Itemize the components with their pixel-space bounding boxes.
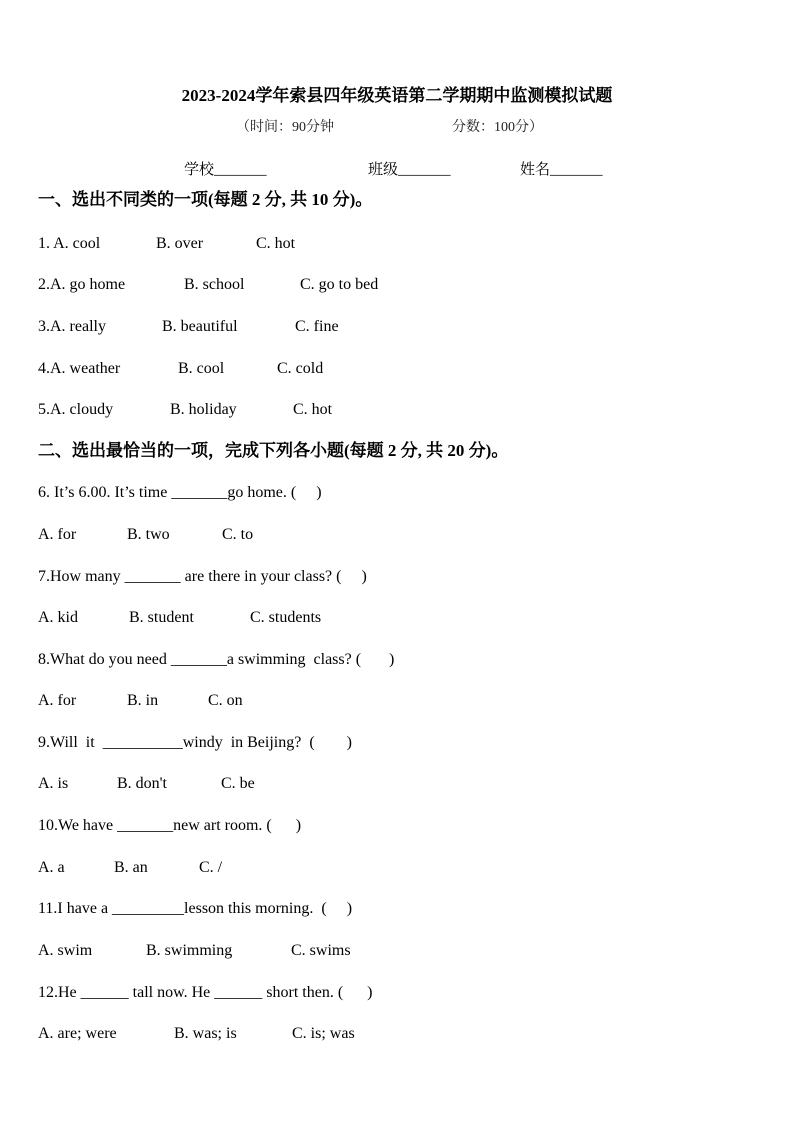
q3-option-a: 3.A. really xyxy=(38,318,106,335)
q1-option-c: C. hot xyxy=(256,235,296,252)
exam-title: 2023-2024学年索县四年级英语第二学期期中监测模拟试题 xyxy=(181,86,613,105)
class-field: 班级_______ xyxy=(368,162,451,178)
name-field: 姓名_______ xyxy=(520,162,603,178)
q3-option-b: B. beautiful xyxy=(162,318,238,335)
q4-option-b: B. cool xyxy=(178,360,225,377)
q4-option-c: C. cold xyxy=(277,360,324,377)
q12-option-c: C. is; was xyxy=(292,1025,355,1042)
q7-option-c: C. students xyxy=(250,609,322,626)
q5-option-a: 5.A. cloudy xyxy=(38,401,114,418)
q10-option-b: B. an xyxy=(114,859,148,876)
section2-heading: 二、选出最恰当的一项，完成下列各小题(每题 2 分, 共 20 分)。 xyxy=(38,441,509,460)
q7-option-b: B. student xyxy=(129,609,194,626)
q5-option-b: B. holiday xyxy=(170,401,237,418)
q10-stem: 10.We have _______new art room. ( ) xyxy=(38,817,302,834)
q10-option-a: A. a xyxy=(38,859,65,876)
q9-option-a: A. is xyxy=(38,775,69,792)
school-field: 学校_______ xyxy=(184,162,267,178)
q2-option-b: B. school xyxy=(184,276,245,293)
q3-option-c: C. fine xyxy=(295,318,339,335)
q7-option-a: A. kid xyxy=(38,609,78,626)
q7-stem: 7.How many _______ are there in your class? ( ) xyxy=(38,568,367,585)
exam-time: （时间：90分钟 xyxy=(236,120,334,135)
q12-option-b: B. was; is xyxy=(174,1025,237,1042)
q2-option-a: 2.A. go home xyxy=(38,276,126,293)
q9-option-c: C. be xyxy=(221,775,255,792)
q8-stem: 8.What do you need _______a swimming class? ( ) xyxy=(38,651,395,668)
q8-option-a: A. for xyxy=(38,692,77,709)
q10-option-c: C. / xyxy=(199,859,223,876)
q8-option-b: B. in xyxy=(127,692,159,709)
q11-option-b: B. swimming xyxy=(146,942,233,959)
q9-stem: 9.Will it __________windy in Beijing? ( ) xyxy=(38,734,352,751)
q1-option-b: B. over xyxy=(156,235,204,252)
q12-option-a: A. are; were xyxy=(38,1025,117,1042)
q6-option-b: B. two xyxy=(127,526,170,543)
q5-option-c: C. hot xyxy=(293,401,333,418)
q11-option-c: C. swims xyxy=(291,942,351,959)
q12-stem: 12.He ______ tall now. He ______ short then. ( ) xyxy=(38,984,373,1001)
q11-stem: 11.I have a _________lesson this morning. ( ) xyxy=(38,900,353,917)
q11-option-a: A. swim xyxy=(38,942,93,959)
q6-stem: 6. It’s 6.00. It’s time _______go home. ( ) xyxy=(38,484,322,501)
q1-option-a: 1. A. cool xyxy=(38,235,101,252)
exam-score: 分数：100分） xyxy=(452,120,543,135)
q6-option-c: C. to xyxy=(222,526,254,543)
q6-option-a: A. for xyxy=(38,526,77,543)
q8-option-c: C. on xyxy=(208,692,243,709)
q9-option-b: B. don't xyxy=(117,775,167,792)
section1-heading: 一、选出不同类的一项(每题 2 分, 共 10 分)。 xyxy=(38,190,373,209)
q2-option-c: C. go to bed xyxy=(300,276,379,293)
q4-option-a: 4.A. weather xyxy=(38,360,121,377)
